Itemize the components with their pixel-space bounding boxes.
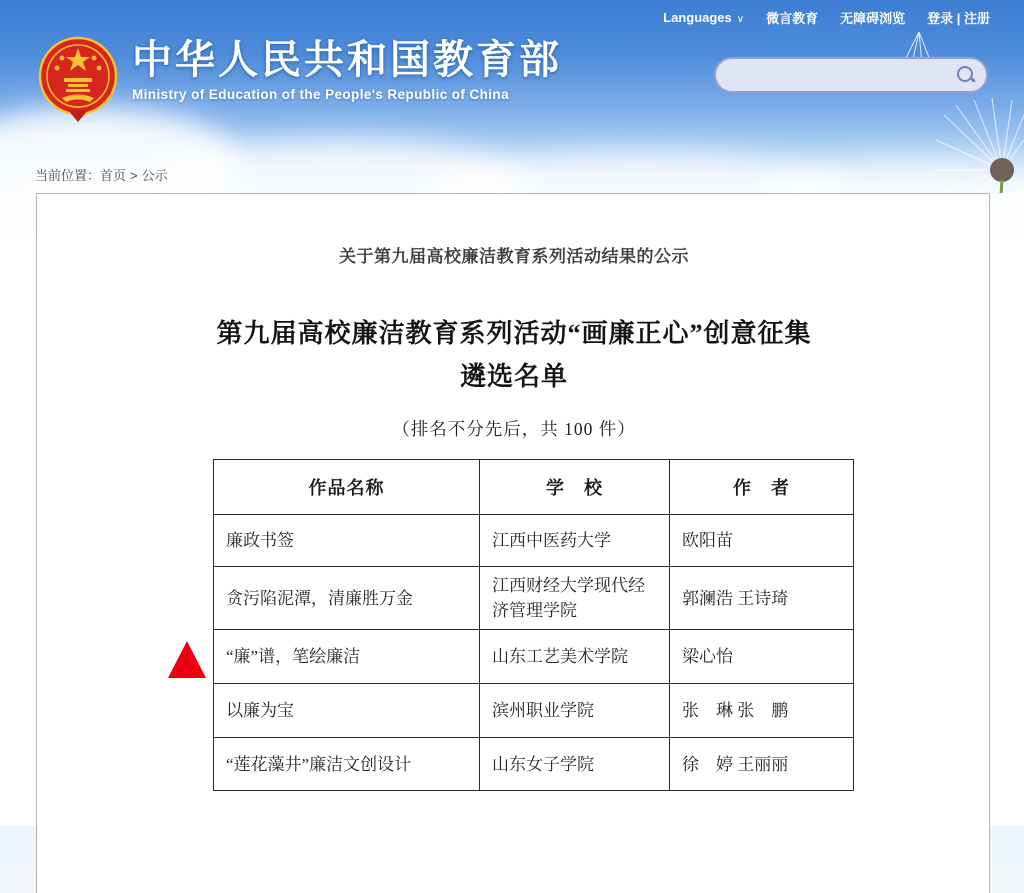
link-weiyan-jiaoyu[interactable]: 微言教育	[766, 11, 819, 26]
school-cell: 江西中医药大学	[480, 515, 670, 567]
work-cell: 贪污陷泥潭，清廉胜万金	[214, 567, 480, 630]
work-cell: 以廉为宝	[214, 684, 480, 738]
school-cell: 山东工艺美术学院	[480, 630, 670, 684]
breadcrumb	[35, 165, 168, 184]
document-title	[37, 312, 991, 398]
table-row	[214, 684, 854, 738]
cloud-decoration	[760, 158, 1024, 193]
breadcrumb-separator: >	[130, 168, 138, 183]
site-branding	[38, 36, 562, 122]
content-card	[36, 193, 990, 893]
school-cell: 滨州职业学院	[480, 684, 670, 738]
document-title-line2: 遴选名单	[459, 362, 568, 391]
table-header-row	[214, 460, 854, 515]
author-cell: 欧阳苗	[670, 515, 854, 567]
table-row	[214, 567, 854, 630]
breadcrumb-home-link[interactable]: 首页	[100, 168, 127, 183]
author-cell: 郭澜浩 王诗琦	[670, 567, 854, 630]
announcement-title: 关于第九届高校廉洁教育系列活动结果的公示	[339, 247, 689, 266]
breadcrumb-prefix: 当前位置：	[35, 168, 101, 183]
breadcrumb-current-link[interactable]: 公示	[141, 168, 168, 183]
document-note: （排名不分先后，共 100 件）	[392, 419, 636, 439]
school-cell: 江西财经大学现代经济管理学院	[480, 567, 670, 630]
school-cell: 山东女子学院	[480, 738, 670, 791]
work-cell: “莲花藻井”廉洁文创设计	[214, 738, 480, 791]
site-subtitle: Ministry of Education of the People's Republic of China	[132, 87, 509, 102]
search-icon[interactable]	[956, 65, 976, 85]
table-row	[214, 515, 854, 567]
national-emblem-logo	[38, 36, 118, 122]
table-row	[214, 630, 854, 684]
column-header-school: 学 校	[480, 460, 670, 515]
work-cell: “廉”谱，笔绘廉洁	[214, 630, 480, 684]
table-row	[214, 738, 854, 791]
document-title-line1: 第九届高校廉洁教育系列活动“画廉正心”创意征集	[216, 319, 812, 348]
languages-menu[interactable]: Languages ∨	[663, 10, 745, 25]
author-cell: 梁心怡	[670, 630, 854, 684]
search-input[interactable]	[730, 61, 950, 89]
author-cell: 张 琳 张 鹏	[670, 684, 854, 738]
red-triangle-pointer[interactable]	[168, 641, 206, 678]
chevron-down-icon: ∨	[736, 14, 745, 25]
top-utility-bar	[663, 8, 990, 27]
selection-list-table	[213, 459, 854, 791]
column-header-author: 作 者	[670, 460, 854, 515]
author-cell: 徐 婷 王丽丽	[670, 738, 854, 791]
site-titles	[132, 36, 562, 102]
site-title: 中华人民共和国教育部	[132, 38, 562, 82]
link-login-register[interactable]: 登录 | 注册	[927, 11, 990, 26]
site-search	[714, 57, 988, 93]
column-header-work: 作品名称	[214, 460, 480, 515]
link-accessibility[interactable]: 无障碍浏览	[840, 11, 906, 26]
work-cell: 廉政书签	[214, 515, 480, 567]
